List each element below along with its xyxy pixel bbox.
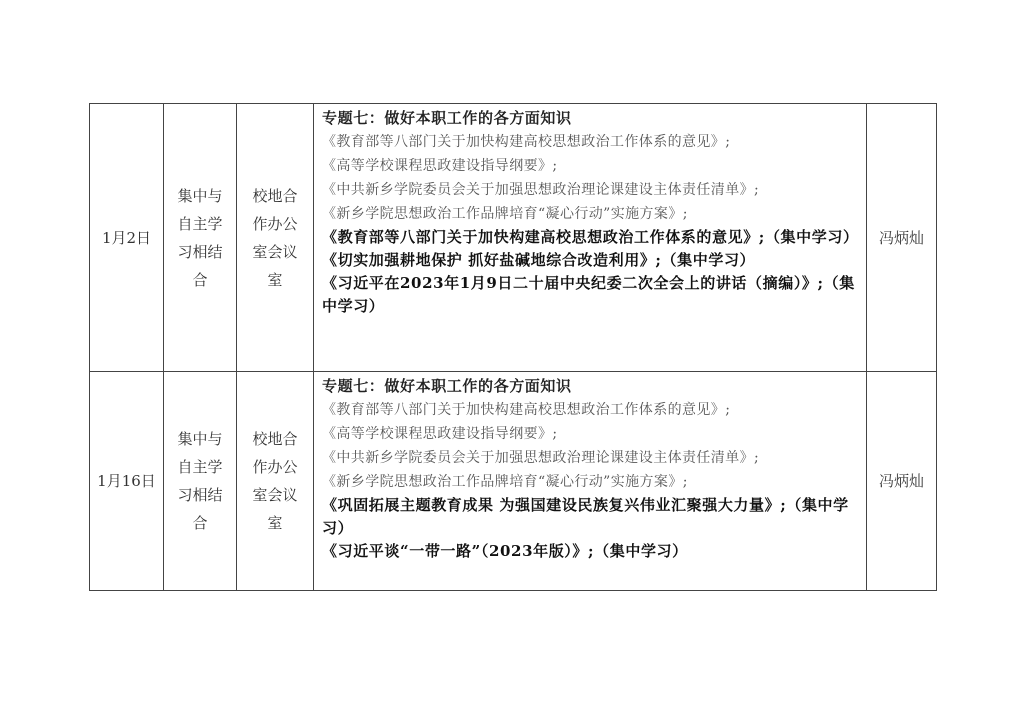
table-row <box>90 372 937 591</box>
date-cell <box>90 104 164 372</box>
study-method-text: 集中与自主学习相结合 <box>177 430 223 532</box>
reading-item-collective: 《习近平在2023年1月9日二十届中央纪委二次全会上的讲话（摘编）》;（集中学习） <box>322 274 855 315</box>
reading-item: 《新乡学院思想政治工作品牌培育“凝心行动”实施方案》; <box>322 206 688 222</box>
person-in-charge-cell <box>867 104 937 372</box>
reading-item: 《高等学校课程思政建设指导纲要》; <box>322 158 558 174</box>
date-text: 1月16日 <box>97 472 156 490</box>
reading-item-collective: 《巩固拓展主题教育成果 为强国建设民族复兴伟业汇聚强大力量》;（集中学习） <box>322 496 849 537</box>
person-in-charge-cell <box>867 372 937 591</box>
reading-item: 《中共新乡学院委员会关于加强思想政治理论课建设主体责任清单》; <box>322 450 760 466</box>
reading-item: 《教育部等八部门关于加快构建高校思想政治工作体系的意见》; <box>322 134 731 150</box>
person-in-charge-text: 冯炳灿 <box>878 228 924 247</box>
reading-item-collective: 《习近平谈“一带一路”（2023年版）》;（集中学习） <box>322 542 688 560</box>
location-cell <box>237 372 314 591</box>
study-method-cell <box>164 372 237 591</box>
location-text: 校地合作办公室会议室 <box>252 186 298 289</box>
reading-item-collective: 《切实加强耕地保护 抓好盐碱地综合改造利用》;（集中学习） <box>322 251 756 269</box>
date-cell <box>90 372 164 591</box>
date-text: 1月2日 <box>101 228 152 247</box>
study-content-cell <box>314 372 867 591</box>
location-text: 校地合作办公室会议室 <box>252 430 298 532</box>
study-content-cell <box>314 104 867 372</box>
study-method-cell <box>164 104 237 372</box>
study-schedule-table <box>89 103 937 591</box>
reading-item: 《新乡学院思想政治工作品牌培育“凝心行动”实施方案》; <box>322 474 688 490</box>
reading-item: 《教育部等八部门关于加快构建高校思想政治工作体系的意见》; <box>322 402 731 418</box>
location-cell <box>237 104 314 372</box>
topic-heading: 专题七：做好本职工作的各方面知识 <box>322 377 572 395</box>
reading-item: 《高等学校课程思政建设指导纲要》; <box>322 426 558 442</box>
person-in-charge-text: 冯炳灿 <box>878 472 924 490</box>
reading-item: 《中共新乡学院委员会关于加强思想政治理论课建设主体责任清单》; <box>322 182 760 198</box>
reading-item-collective: 《教育部等八部门关于加快构建高校思想政治工作体系的意见》;（集中学习） <box>322 228 859 246</box>
table-row <box>90 104 937 372</box>
study-method-text: 集中与自主学习相结合 <box>177 186 223 289</box>
topic-heading: 专题七：做好本职工作的各方面知识 <box>322 109 572 127</box>
